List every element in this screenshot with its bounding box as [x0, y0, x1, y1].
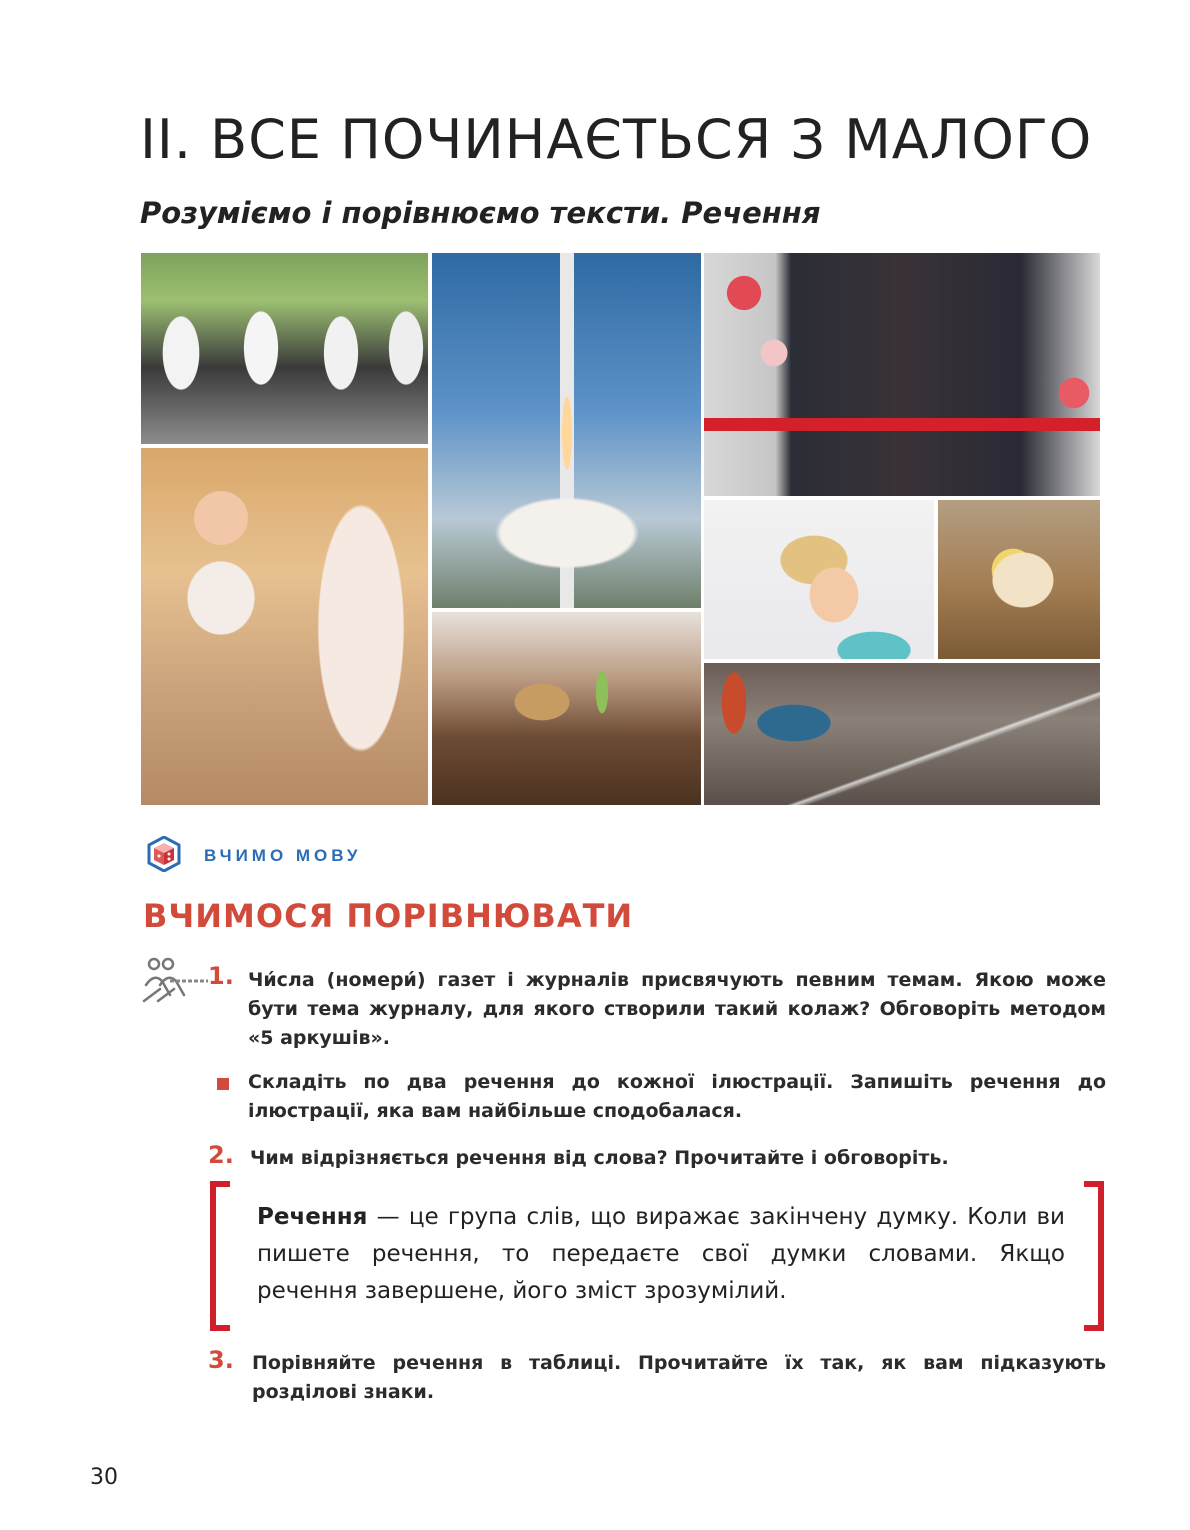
- photo-hatching-chick: [938, 500, 1100, 659]
- rule-term: Речення: [257, 1204, 368, 1230]
- task-1-number: 1.: [208, 962, 234, 990]
- photo-ribbon-cutting: [704, 253, 1100, 496]
- task-1-text: Чи́сла (номери́) газет і журналів присвячують певним темам. Якою може бути тема журналу, для якого створили такий колаж? Обговоріть методом «5 аркушів».: [248, 969, 1106, 1049]
- section-heading: ВЧИМОСЯ ПОРІВНЮВАТИ: [143, 897, 634, 935]
- task-2-text: Чим відрізняється речення від слова? Прочитайте і обговоріть.: [250, 1147, 949, 1169]
- rule-bracket-left: [210, 1181, 230, 1331]
- task-3-number: 3.: [208, 1346, 234, 1374]
- dice-cube-icon: [147, 836, 181, 872]
- section-label: ВЧИМО МОВУ: [204, 846, 362, 865]
- photo-rocket-launch: [432, 253, 701, 608]
- rule-text: [257, 1199, 1065, 1310]
- page-number: 30: [90, 1465, 118, 1490]
- rule-bracket-right: [1084, 1181, 1104, 1331]
- photo-girl-waking-up: [704, 500, 934, 659]
- rule-definition: — це група слів, що виражає закінчену думку. Коли ви пишете речення, то передаєте свої думки словами. Якщо речення завершене, його зміст зрозумілий.: [257, 1204, 1065, 1304]
- task-3-text: Порівняйте речення в таблиці. Прочитайте їх так, як вам підказують розділові знаки.: [252, 1352, 1106, 1403]
- task-1-subtask: Складіть по два речення до кожної ілюстрації. Запишіть речення до ілюстрації, яка вам найбільше сподобалася.: [248, 1071, 1106, 1122]
- photo-sprouting-seed: [432, 612, 701, 805]
- photo-runners-at-start: [704, 663, 1100, 805]
- photo-baby-first-steps: [141, 448, 428, 805]
- photo-schoolchildren-procession: [141, 253, 428, 444]
- task-2-number: 2.: [208, 1141, 234, 1169]
- subtitle: Розуміємо і порівнюємо тексти. Речення: [140, 196, 821, 230]
- chapter-title: ІІ. ВСЕ ПОЧИНАЄТЬСЯ З МАЛОГО: [140, 108, 1093, 171]
- bullet-square-icon: [217, 1078, 229, 1090]
- teamwork-rope-icon: [140, 955, 210, 1007]
